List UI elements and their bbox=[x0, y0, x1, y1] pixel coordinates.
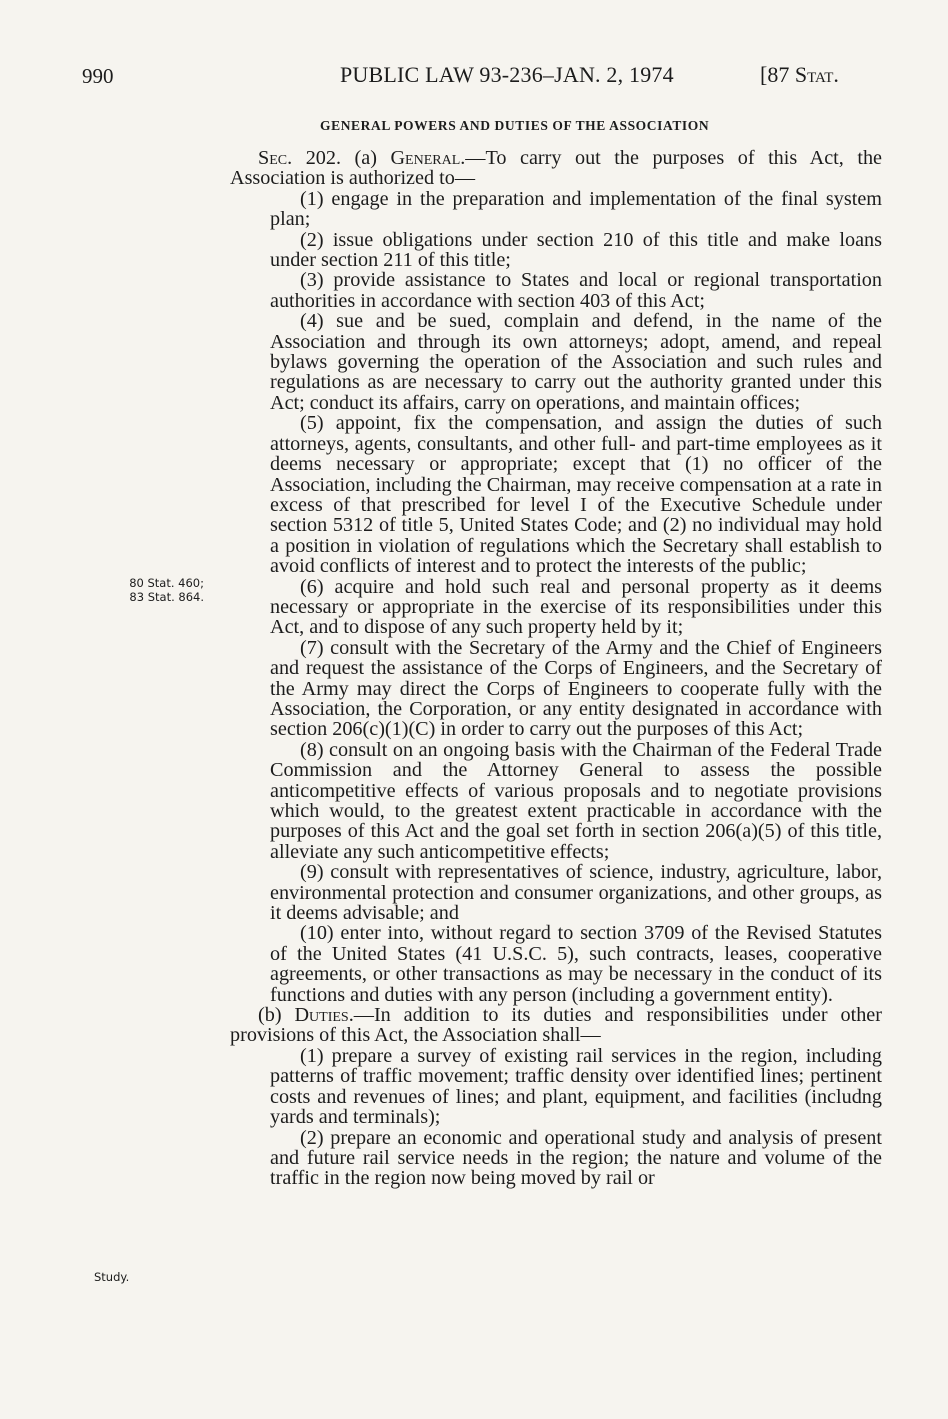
sec-b-intro-paragraph bbox=[230, 1005, 882, 1046]
statute-reference bbox=[760, 62, 839, 88]
stat-label: Stat. bbox=[794, 62, 839, 87]
margin-note-study: Study. bbox=[94, 1270, 130, 1284]
list-item: (2) issue obligations under section 210 of this title and make loans under section 211 of this title; bbox=[270, 228, 882, 272]
list-item: (6) acquire and hold such real and personal property as it deems necessary or appropriate in the exercise of its responsibilities under this Act, and to dispose of any such property held by it; bbox=[270, 575, 882, 639]
list-item: (9) consult with representatives of science, industry, agriculture, labor, environmental protection and consumer organizations, and other groups, as it deems advisable; and bbox=[270, 861, 882, 925]
list-item: (3) provide assistance to States and local or regional transportation authorities in accordance with section 403 of this Act; bbox=[270, 269, 882, 312]
list-item: (4) sue and be sued, complain and defend, in the name of the Association and through its own attorneys; adopt, amend, and repeal bylaws governing the operation of the Association and such rules and regulations as are necessary to carry out the authority granted under this Act; conduct its affairs, carry on operations, and maintain offices; bbox=[270, 310, 882, 414]
sec-b-number: (b) bbox=[258, 1004, 282, 1027]
list-item: (1) prepare a survey of existing rail services in the region, including patterns of traffic movement; traffic density over identified lines; pertinent costs and revenues of lines; and plant, equipment, and facilities (includng yards and terminals); bbox=[270, 1044, 882, 1129]
sec-number: 202. (a) bbox=[305, 147, 377, 169]
margin-note-line: 83 Stat. 864. bbox=[129, 590, 204, 604]
list-item: (10) enter into, without regard to section 3709 of the Revised Statutes of the United States (41 U.S.C. 5), such contracts, leases, cooperative agreements, or other transactions as may be necessary in the conduct of its functions and duties with any person (including a government entity). bbox=[270, 922, 882, 1006]
sub-heading-general: General. bbox=[390, 147, 466, 169]
stat-bracket: [87 bbox=[760, 62, 790, 87]
list-item: (5) appoint, fix the compensation, and assign the duties of such attorneys, agents, consultants, and other full- and part-time employees as it deems necessary or appropriate; except that (1) no officer of the Association, including the Chairman, may receive compensation at a rate in excess of that prescribed for level I of the Executive Schedule under section 5312 of title 5, United States Code; and (2) no individual may hold a position in violation of regulations which the Secretary shall establish to avoid conflicts of interest and to protect the interests of the public; bbox=[270, 412, 882, 578]
list-item: (7) consult with the Secretary of the Army and the Chief of Engineers and request the assistance of the Corps of Engineers, and the Secretary of the Army may direct the Corps of Engineers to cooperate fully with the Association, the Corporation, or any entity designated in accordance with section 206(c)(1)(C) in order to carry out the purposes of this Act; bbox=[270, 636, 882, 741]
page-number: 990 bbox=[82, 64, 114, 88]
list-item: (1) engage in the preparation and implementation of the final system plan; bbox=[270, 187, 882, 231]
sec-a-intro-paragraph bbox=[230, 148, 882, 189]
list-item: (8) consult on an ongoing basis with the Chairman of the Federal Trade Commission and the Attorney General to assess the possible anticompetitive effects of various proposals and to negotiate provisions which would, to the greatest extent practicable in accordance with the purposes of this Act and the goal set forth in section 206(a)(5) of this title, alleviate any such anticompetitive effects; bbox=[270, 738, 882, 863]
sec-label: Sec. bbox=[258, 147, 293, 169]
margin-note-line: 80 Stat. 460; bbox=[129, 576, 204, 590]
list-item: (2) prepare an economic and operational study and analysis of present and future rail service needs in the region; the nature and volume of the traffic in the region now being moved by rail or bbox=[270, 1126, 882, 1190]
sec-b-intro: —In addition to its duties and responsibilities under other provisions of this Act, the Association shall— bbox=[230, 1004, 882, 1047]
sub-heading-duties: Duties. bbox=[294, 1004, 354, 1027]
sec-a-intro: —To carry out the purposes of this Act, the Association is authorized to— bbox=[230, 147, 883, 190]
running-title: PUBLIC LAW 93-236–JAN. 2, 1974 bbox=[340, 62, 674, 87]
body-text bbox=[230, 148, 882, 1189]
margin-note-stat-citation bbox=[56, 576, 204, 604]
section-heading: GENERAL POWERS AND DUTIES OF THE ASSOCIATION bbox=[320, 118, 710, 133]
